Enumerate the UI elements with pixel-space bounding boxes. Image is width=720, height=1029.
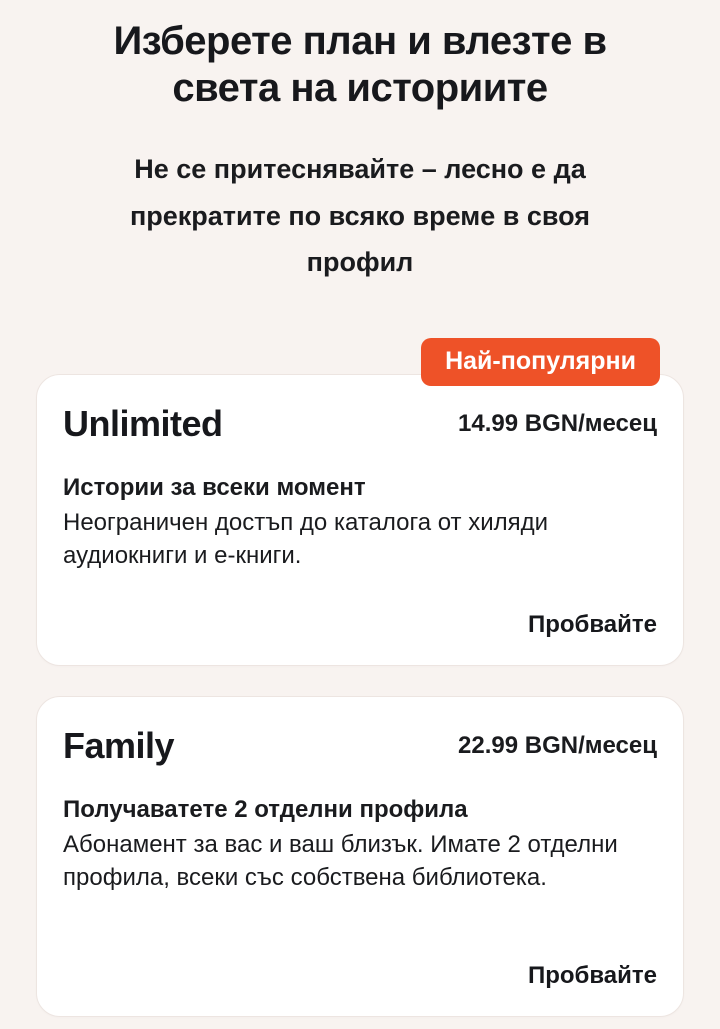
most-popular-badge: Най-популярни (421, 338, 660, 386)
try-button[interactable]: Пробвайте (528, 583, 657, 639)
plan-description: Неограничен достъп до каталога от хиляди аудиокниги и е-книги. (63, 508, 549, 569)
page-title: Изберете план и влезте в света на историите (113, 19, 607, 111)
plan-card-header (63, 403, 657, 445)
plan-card-header (63, 725, 657, 767)
plan-card-family[interactable] (36, 696, 684, 1017)
plan-card-wrap-family (36, 696, 684, 1017)
try-button[interactable]: Пробвайте (528, 934, 657, 990)
plan-card-wrap-unlimited (36, 347, 684, 666)
plan-card-unlimited[interactable] (36, 374, 684, 666)
plan-price: 14.99 BGN/месец (458, 409, 657, 437)
plans-section (36, 286, 684, 1017)
plan-name: Family (63, 724, 175, 766)
plan-description: Абонамент за вас и ваш близък. Имате 2 отделни профила, всеки със собствена библиотека. (63, 830, 618, 891)
page-subtitle: Не се притеснявайте – лесно е да прекратите по всяко време в своя профил (129, 154, 591, 278)
plan-price: 22.99 BGN/месец (458, 731, 657, 759)
plan-name: Unlimited (63, 402, 223, 444)
plan-subtitle: Истории за всеки момент (63, 473, 366, 501)
plan-subtitle: Получаватете 2 отделни профила (63, 795, 468, 823)
